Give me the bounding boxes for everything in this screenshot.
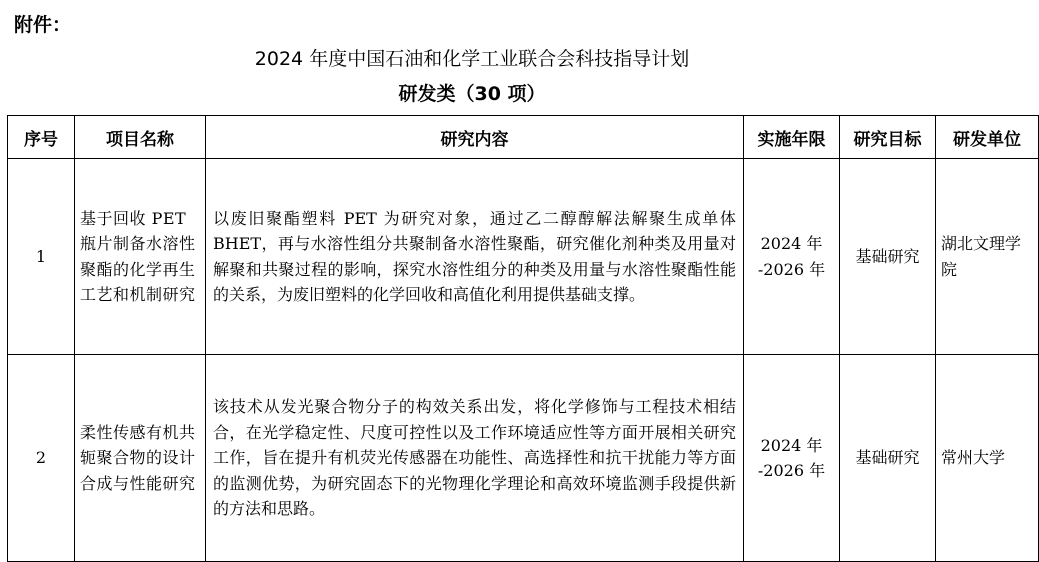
column-header-content: 研究内容 bbox=[206, 116, 744, 159]
column-header-unit: 研发单位 bbox=[936, 116, 1039, 159]
table-row bbox=[8, 355, 1039, 562]
cell-name: 柔性传感有机共轭聚合物的设计合成与性能研究 bbox=[75, 355, 206, 562]
cell-name: 基于回收 PET 瓶片制备水溶性聚酯的化学再生工艺和机制研究 bbox=[75, 159, 206, 355]
page-title: 2024 年度中国石油和化学工业联合会科技指导计划 bbox=[254, 48, 690, 70]
page-subtitle: 研发类（30 项） bbox=[398, 83, 546, 105]
cell-unit: 湖北文理学院 bbox=[936, 159, 1039, 355]
cell-content: 以废旧聚酯塑料 PET 为研究对象，通过乙二醇醇解法解聚生成单体 BHET，再与水溶性组分共聚制备水溶性聚酯，研究催化剂种类及用量对解聚和共聚过程的影响，探究水溶性组分的种类及用量与水溶性聚酯性能的关系，为废旧塑料的化学回收和高值化利用提供基础支撑。 bbox=[206, 159, 744, 355]
column-header-period: 实施年限 bbox=[744, 116, 840, 159]
cell-unit: 常州大学 bbox=[936, 355, 1039, 562]
column-header-name: 项目名称 bbox=[75, 116, 206, 159]
cell-no: 1 bbox=[8, 159, 75, 355]
column-header-no: 序号 bbox=[8, 116, 75, 159]
cell-content: 该技术从发光聚合物分子的构效关系出发，将化学修饰与工程技术相结合，在光学稳定性、尺度可控性以及工作环境适应性等方面开展相关研究工作，旨在提升有机荧光传感器在功能性、高选择性和抗干扰能力等方面的监测优势，为研究固态下的光物理化学理论和高效环境监测手段提供新的方法和思路。 bbox=[206, 355, 744, 562]
table-header-row bbox=[8, 116, 1039, 159]
attachment-label: 附件： bbox=[14, 14, 72, 36]
cell-no: 2 bbox=[8, 355, 75, 562]
cell-period: 2024 年 -2026 年 bbox=[744, 355, 840, 562]
cell-goal: 基础研究 bbox=[840, 159, 936, 355]
cell-goal: 基础研究 bbox=[840, 355, 936, 562]
table-row bbox=[8, 159, 1039, 355]
project-table bbox=[7, 115, 1039, 562]
cell-period: 2024 年 -2026 年 bbox=[744, 159, 840, 355]
column-header-goal: 研究目标 bbox=[840, 116, 936, 159]
